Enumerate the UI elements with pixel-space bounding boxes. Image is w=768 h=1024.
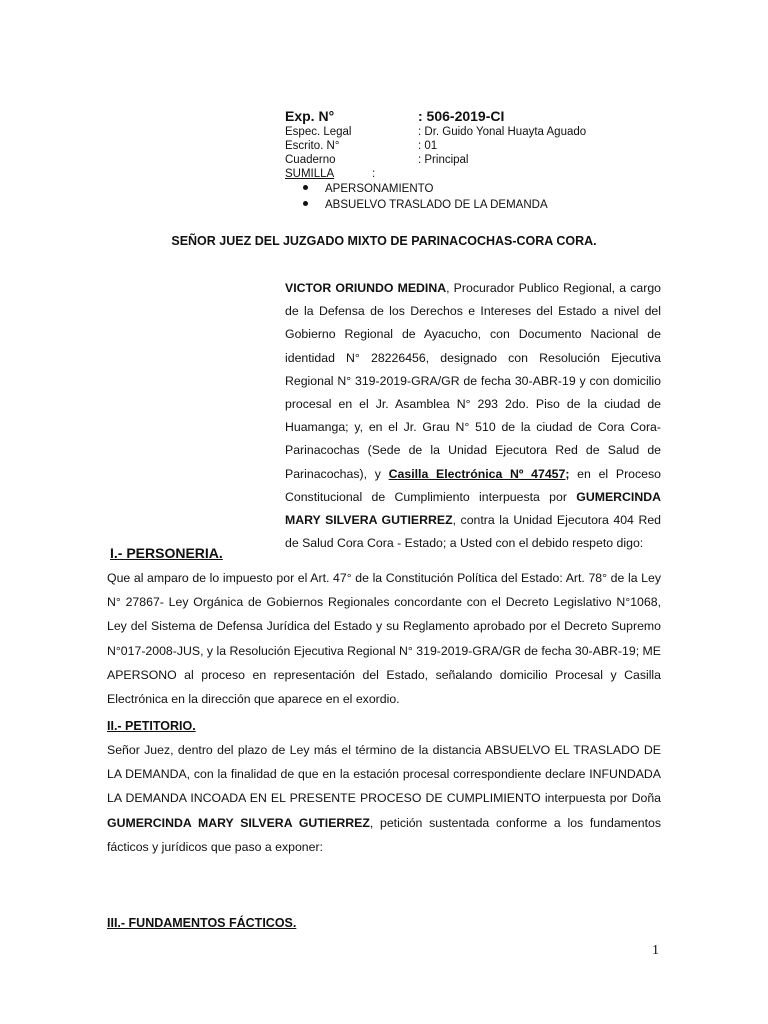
bullet-icon bbox=[303, 201, 308, 206]
sumilla-bullet-2: ABSUELVO TRASLADO DE LA DEMANDA bbox=[303, 198, 548, 212]
bullet-icon bbox=[303, 185, 308, 190]
sumilla-bullet-1: APERSONAMIENTO bbox=[303, 182, 433, 196]
sumilla-colon: : bbox=[372, 168, 376, 180]
section-petitorio-text: Señor Juez, dentro del plazo de Ley más el término de la distancia ABSUELVO EL TRASLADO DE LA DEMANDA, con la finalidad de que en la estación procesal correspondiente declare INFUNDADA LA DEMANDA INCOADA EN EL PRESENTE PROCESO DE CUMPLIMIENTO interpuesta por Doña GUMERCINDA MARY SILVERA GUTIERREZ, petición sustentada conforme a los fundamentos fácticos y jurídicos que paso a exponer: bbox=[107, 743, 661, 854]
casilla-electronica: Casilla Electrónica Nº 47457; bbox=[388, 466, 570, 481]
escrito-label: Escrito. N° bbox=[285, 140, 340, 152]
section-petitorio-heading: II.- PETITORIO. bbox=[107, 719, 196, 733]
section-personeria-text: Que al amparo de lo impuesto por el Art. 47° de la Constitución Política del Estado: Art. 78° de la Ley N° 27867- Ley Orgánica de Gobiernos Regionales concordante con el Decreto Legislativo N°1068, Ley del Sistema de Defensa Jurídica del Estado y su Reglamento aprobado por el Decreto Supremo N°017-2008-JUS, y la Resolución Ejecutiva Regional N° 319-2019-GRA/GR de fecha 30-ABR-19; ME APERSONO al proceso en representación del Estado, señalando domicilio Procesal y Casilla Electrónica en la dirección que aparece en el exordio. bbox=[107, 571, 661, 707]
escrito-value: : 01 bbox=[418, 140, 438, 152]
section-fundamentos-heading: III.- FUNDAMENTOS FÁCTICOS. bbox=[107, 916, 297, 930]
page-number: 1 bbox=[652, 943, 659, 958]
exp-value: : 506-2019-CI bbox=[418, 108, 505, 124]
document-title: SEÑOR JUEZ DEL JUZGADO MIXTO DE PARINACOCHAS-CORA CORA. bbox=[171, 234, 597, 248]
sumilla-label: SUMILLA bbox=[285, 168, 335, 180]
demandante-name: GUMERCINDA MARY SILVERA GUTIERREZ bbox=[107, 815, 370, 830]
demandante-name: GUMERCINDA MARY SILVERA GUTIERREZ bbox=[285, 489, 661, 528]
espec-value: : Dr. Guido Yonal Huayta Aguado bbox=[418, 126, 587, 138]
cuaderno-value: : Principal bbox=[418, 154, 469, 166]
procurador-name: VICTOR ORIUNDO MEDINA bbox=[285, 281, 447, 295]
section-personeria-heading: I.- PERSONERIA. bbox=[110, 545, 223, 561]
intro-paragraph: VICTOR ORIUNDO MEDINA, Procurador Publico Regional, a cargo de la Defensa de los Derechos e Intereses del Estado a nivel del Gobierno Regional de Ayacucho, con Documento Nacional de identidad N° 28226456, designado con Resolución Ejecutiva Regional N° 319-2019-GRA/GR de fecha 30-ABR-19 y con domicilio procesal en el Jr. Asamblea N° 293 2do. Piso de la ciudad de Huamanga; y, en el Jr. Grau N° 510 de la ciudad de Cora Cora-Parinacochas (Sede de la Unidad Ejecutora Red de Salud de Parinacochas), y Casilla Electrónica Nº 47457; en el Proceso Constitucional de Cumplimiento interpuesta por GUMERCINDA MARY SILVERA GUTIERREZ, contra la Unidad Ejecutora 404 Red de Salud Cora Cora - Estado; a Usted con el debido respeto digo: bbox=[285, 281, 661, 551]
exp-label: Exp. N° bbox=[285, 108, 335, 124]
cuaderno-label: Cuaderno bbox=[285, 154, 336, 166]
espec-label: Espec. Legal bbox=[285, 126, 352, 138]
